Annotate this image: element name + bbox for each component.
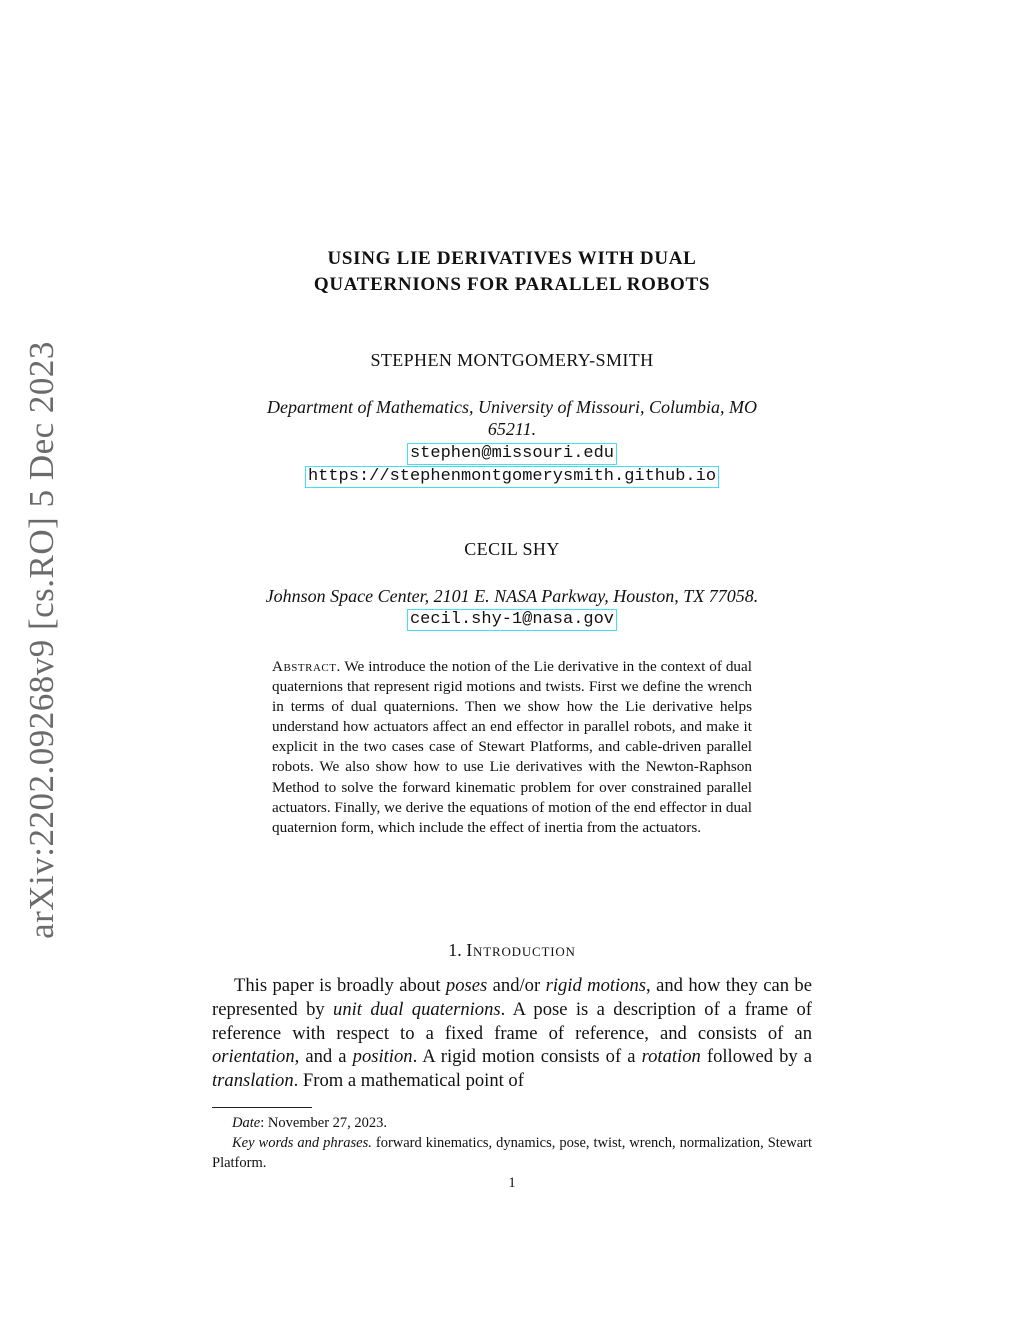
abstract-text: We introduce the notion of the Lie derivative in the context of dual quaternions that represent rigid motions and twists. First we define the wrench in terms of dual quaternions. Then we show how the Lie derivative helps understand how actuators affect an end effector in parallel robots, and make it explicit in the two cases case of Stewart Platforms, and cable-driven parallel robots. We also show how to use Lie derivatives with the Newton-Raphson Method to solve the forward kinematic problem for over constrained parallel actuators. Finally, we derive the equations of motion of the end effector in dual quaternion form, which include the effect of inertia from the actuators.	[272, 658, 752, 836]
intro-term-translation: translation	[212, 1070, 294, 1092]
intro-text-4: . A pose is a description of a frame of reference with respect to a fixed frame of reference, and consists of an	[212, 998, 812, 1044]
affiliation-2-line-1: Johnson Space Center, 2101 E. NASA Parkway, Houston, TX 77058.	[265, 586, 759, 606]
title-line-2: QUATERNIONS FOR PARALLEL ROBOTS	[313, 274, 711, 295]
footnote-date-label: Date	[232, 1115, 261, 1131]
intro-paragraph	[212, 974, 812, 1093]
footnote-keywords	[212, 1133, 812, 1173]
intro-text-2: and/or	[487, 975, 546, 996]
section-number: 1.	[448, 940, 462, 960]
intro-term-poses: poses	[445, 975, 488, 996]
section-heading	[212, 940, 812, 961]
intro-term-position: position	[352, 1046, 413, 1068]
email-line-1	[212, 443, 812, 465]
affiliation-1-line-2: 65211.	[487, 419, 537, 439]
footnote-rule	[212, 1107, 312, 1108]
author-homepage-link[interactable]: https://stephenmontgomerysmith.github.io	[305, 466, 719, 488]
intro-term-orientation: orientation	[212, 1046, 295, 1068]
author-name-1: STEPHEN MONTGOMERY-SMITH	[370, 350, 654, 370]
paper-title	[212, 246, 812, 298]
intro-term-unit-dual-quaternions: unit dual quaternions	[333, 998, 501, 1020]
email-line-2	[212, 609, 812, 631]
author-email-link-2[interactable]: cecil.shy-1@nasa.gov	[407, 609, 617, 631]
intro-term-rotation: rotation	[641, 1046, 701, 1068]
title-line-1: USING LIE DERIVATIVES WITH DUAL	[327, 248, 697, 269]
intro-text-7: followed by a	[700, 1046, 812, 1068]
intro-text-6: . A rigid motion consists of a	[412, 1046, 642, 1068]
author-email-link-1[interactable]: stephen@missouri.edu	[407, 443, 617, 465]
footnote-date-value: : November 27, 2023.	[260, 1115, 388, 1131]
arxiv-side-stamp: arXiv:2202.09268v9 [cs.RO] 5 Dec 2023	[22, 341, 61, 939]
url-line-1	[212, 466, 812, 488]
intro-text-3: , and how they can be represented by	[212, 975, 812, 1020]
footnote-date	[212, 1113, 812, 1133]
intro-term-rigid-motions: rigid motions	[545, 975, 647, 996]
author-affiliation-1	[212, 396, 812, 440]
author-affiliation-2	[212, 585, 812, 607]
affiliation-1-line-1: Department of Mathematics, University of Missouri, Columbia, MO	[267, 397, 757, 417]
author-name-2: CECIL SHY	[464, 539, 560, 559]
page-number: 1	[508, 1175, 516, 1191]
abstract-label: Abstract.	[272, 658, 341, 675]
footnote-keywords-label: Key words and phrases.	[232, 1135, 372, 1151]
intro-text-1: This paper is broadly about	[234, 975, 446, 996]
section-title: Introduction	[466, 940, 576, 960]
footnote-keywords-value: forward kinematics, dynamics, pose, twist, wrench, normalization, Stewart Platform.	[212, 1135, 812, 1171]
footnotes	[212, 1113, 812, 1173]
abstract	[272, 657, 752, 838]
intro-text-8: . From a mathematical point of	[293, 1070, 524, 1092]
intro-text-5: , and a	[294, 1046, 353, 1068]
